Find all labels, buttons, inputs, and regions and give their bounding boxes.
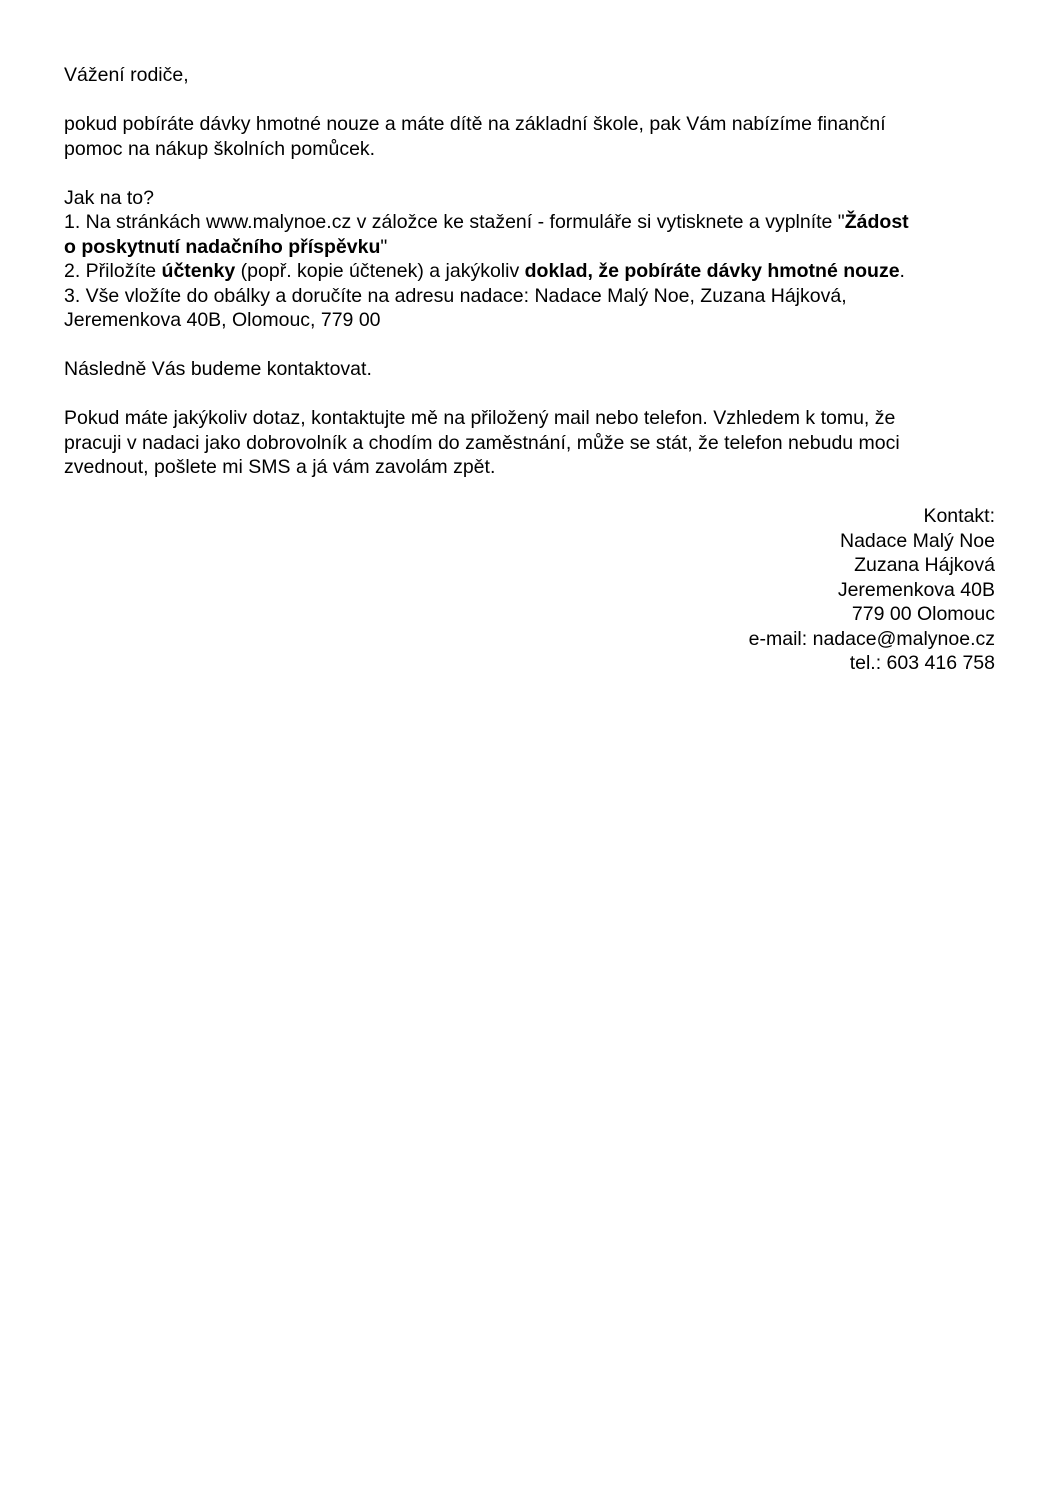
questions-line: Pokud máte jakýkoliv dotaz, kontaktujte mě na přiložený mail nebo telefon. Vzhledem k tomu, že xyxy=(64,407,896,429)
step-2 xyxy=(64,259,1004,284)
howto-heading: Jak na to? xyxy=(64,186,154,209)
contact-name: Zuzana Hájková xyxy=(854,554,995,576)
form-name-bold: Žádost xyxy=(844,211,909,233)
spacer xyxy=(64,480,1004,505)
step-2-period: . xyxy=(899,260,905,282)
howto-section xyxy=(64,186,1004,333)
form-name-bold: o poskytnutí nadačního příspěvku xyxy=(64,235,381,258)
spacer xyxy=(64,88,1004,113)
spacer xyxy=(64,161,1004,186)
contact-street: Jeremenkova 40B xyxy=(837,578,995,601)
spacer xyxy=(64,382,1004,407)
greeting: Vážení rodiče, xyxy=(64,64,189,86)
step-1-text: 1. Na stránkách www.malynoe.cz v záložce ke stažení - formuláře si vytisknete a vyplníte " xyxy=(64,211,845,233)
contact-phone: tel.: 603 416 758 xyxy=(849,652,995,674)
step-3-continuation: Jeremenkova 40B, Olomouc, 779 00 xyxy=(64,309,381,331)
step-2-text: 2. Přiložíte xyxy=(64,260,162,282)
questions-line: pracuji v nadaci jako dobrovolník a chodím do zaměstnání, může se stát, že telefon nebudu moci xyxy=(64,431,900,454)
intro-line: pomoc na nákup školních pomůcek. xyxy=(64,137,376,160)
intro-line: pokud pobíráte dávky hmotné nouze a máte dítě na základní škole, pak Vám nabízíme finanční xyxy=(64,113,886,135)
step-1-quote: " xyxy=(380,235,388,258)
contact-block xyxy=(64,504,995,676)
intro-paragraph xyxy=(64,112,1004,161)
spacer xyxy=(64,333,1004,358)
step-3: 3. Vše vložíte do obálky a doručíte na adresu nadace: Nadace Malý Noe, Zuzana Hájková, xyxy=(64,284,847,307)
step-1 xyxy=(64,210,1004,235)
contact-label: Kontakt: xyxy=(923,505,995,527)
step-1-continuation xyxy=(64,235,1004,260)
contact-email: e-mail: nadace@malynoe.cz xyxy=(748,627,995,650)
questions-line: zvednout, pošlete mi SMS a já vám zavolám zpět. xyxy=(64,456,496,478)
receipts-bold: účtenky xyxy=(161,260,236,282)
questions-paragraph xyxy=(64,406,1004,480)
step-2-text: (popř. kopie účtenek) a jakýkoliv xyxy=(235,260,525,282)
proof-bold: doklad, že pobíráte dávky hmotné nouze xyxy=(524,260,900,282)
contact-city: 779 00 Olomouc xyxy=(851,603,995,625)
followup-text: Následně Vás budeme kontaktovat. xyxy=(64,358,372,380)
letter-page xyxy=(64,63,1004,676)
contact-organization: Nadace Malý Noe xyxy=(840,529,995,552)
